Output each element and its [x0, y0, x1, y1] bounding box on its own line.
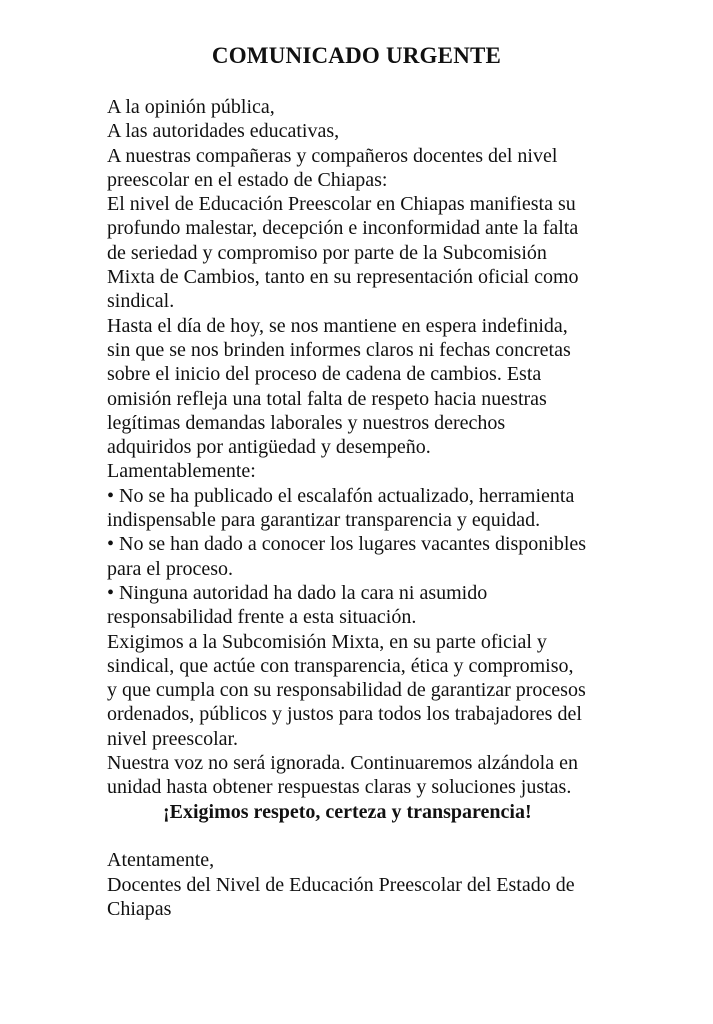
body-line: sin que se nos brinden informes claros ni fechas concretas — [107, 338, 571, 361]
body-line: legítimas demandas laborales y nuestros derechos — [107, 411, 506, 434]
body-line: A las autoridades educativas, — [107, 120, 340, 143]
body-line: de seriedad y compromiso por parte de la Subcomisión — [107, 241, 547, 264]
body-line: indispensable para garantizar transparencia y equidad. — [107, 509, 541, 532]
body-line: responsabilidad frente a esta situación. — [107, 606, 417, 629]
closing-line: Atentamente, — [107, 849, 215, 872]
body-line: adquiridos por antigüedad y desempeño. — [107, 436, 431, 459]
body-line: El nivel de Educación Preescolar en Chiapas manifiesta su — [107, 193, 576, 216]
body-line: Nuestra voz no será ignorada. Continuaremos alzándola en — [107, 752, 578, 775]
document-title: COMUNICADO URGENTE — [211, 43, 502, 68]
body-line: sobre el inicio del proceso de cadena de cambios. Esta — [107, 363, 542, 386]
body-line: nivel preescolar. — [107, 727, 239, 750]
body-line: y que cumpla con su responsabilidad de garantizar procesos — [107, 679, 586, 702]
body-line: omisión refleja una total falta de respeto hacia nuestras — [107, 387, 547, 410]
body-line: sindical. — [107, 290, 175, 313]
bullet-line: • No se han dado a conocer los lugares vacantes disponibles — [107, 533, 587, 556]
bullet-line: • No se ha publicado el escalafón actualizado, herramienta — [107, 484, 575, 507]
body-line: sindical, que actúe con transparencia, ética y compromiso, — [107, 654, 574, 677]
slogan-heading: ¡Exigimos respeto, certeza y transparencia! — [163, 800, 532, 823]
body-line: ordenados, públicos y justos para todos los trabajadores del — [107, 703, 582, 726]
body-line: Exigimos a la Subcomisión Mixta, en su parte oficial y — [107, 630, 547, 653]
body-line: A la opinión pública, — [107, 96, 275, 118]
blank-line — [107, 824, 627, 848]
bullet-line: • Ninguna autoridad ha dado la cara ni asumido — [107, 581, 488, 604]
body-line: Hasta el día de hoy, se nos mantiene en espera indefinida, — [107, 314, 568, 337]
signature-line: Docentes del Nivel de Educación Preescolar del Estado de — [107, 873, 575, 896]
body-line: unidad hasta obtener respuestas claras y soluciones justas. — [107, 776, 572, 799]
body-line: preescolar en el estado de Chiapas: — [107, 168, 388, 191]
body-line: A nuestras compañeras y compañeros docentes del nivel — [107, 144, 558, 167]
body-line: para el proceso. — [107, 557, 234, 580]
body-line: profundo malestar, decepción e inconformidad ante la falta — [107, 217, 579, 240]
document-body — [107, 95, 627, 921]
body-line: Lamentablemente: — [107, 460, 256, 483]
body-line: Mixta de Cambios, tanto en su representación oficial como — [107, 266, 579, 289]
signature-line: Chiapas — [107, 897, 172, 920]
